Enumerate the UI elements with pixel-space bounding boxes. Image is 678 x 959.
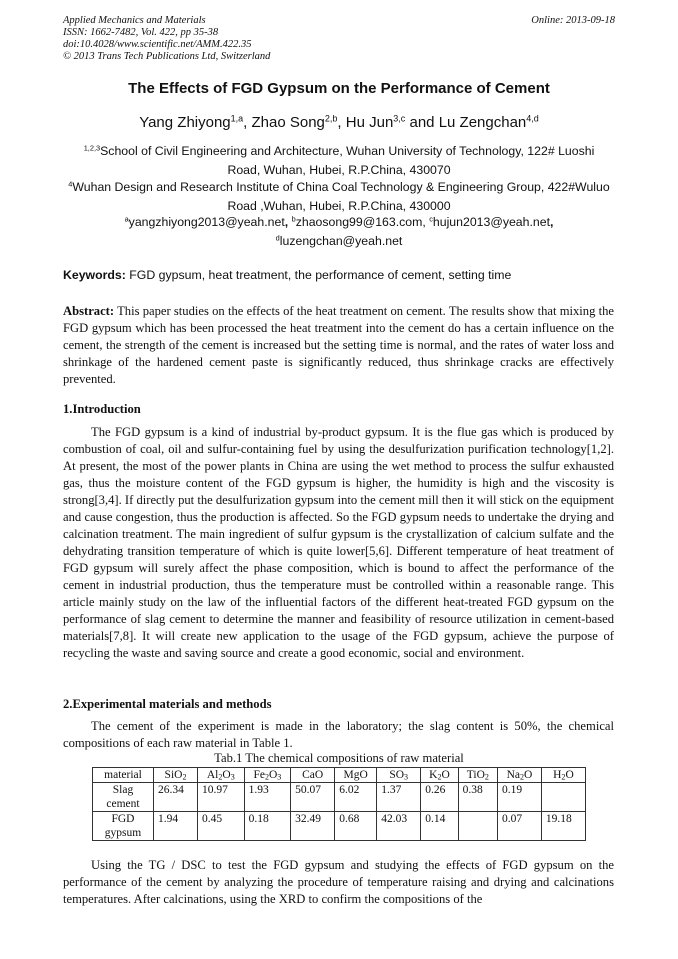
table-header: MgO [335,768,377,783]
table-cell: 6.02 [335,783,377,812]
issn-line: ISSN: 1662-7482, Vol. 422, pp 35-38 [63,27,219,38]
affiliation-2: $^4$Wuhan Design and Research Institute of China Coal Technology & Engineering Group, 422#Wuluo Road ,Wuhan, Hubei, R.P.China, 430000 [68,179,610,213]
table-header: $H_2O$ [541,768,585,783]
author-name: Zhao Song [251,114,325,131]
author-sup: 1,a [230,113,244,124]
table-cell [541,783,585,812]
table-cell: 0.07 [498,812,542,841]
journal-name: Applied Mechanics and Materials [63,15,206,26]
table-cell: 0.68 [335,812,377,841]
table-header: $K_2O$ [421,768,458,783]
table-cell: 1.94 [154,812,198,841]
table-cell: 0.26 [421,783,458,812]
table-header: SiO$_2$ [154,768,198,783]
email-link[interactable]: luzengchan@yeah.net [279,234,403,248]
abstract-text: This paper studies on the effects of the heat treatment on cement. The results show that mixing the FGD gypsum which has been processed the heat treatment into the cement do has a certain influence on the cement, the strength of the cement is increased but the setting time is normal, and the rates of water loss and shrinkage of the hardened cement paste is significantly reduced, thus shrinkage cracks are effectively prevented. [63,304,614,386]
table-header-row [93,768,586,783]
email-link[interactable]: yangzhiyong2013@yeah.net [128,215,285,229]
row-label: FGD gypsum [93,812,154,841]
table-cell: 19.18 [541,812,585,841]
composition-table [92,767,586,841]
abstract [63,303,614,388]
email-link[interactable]: hujun2013@yeah.net [432,215,550,229]
table-cell: 0.14 [421,812,458,841]
table-cell: 50.07 [291,783,335,812]
table-cell: 0.38 [458,783,497,812]
author-sup: 3,c [393,113,406,124]
table-row [93,783,586,812]
author-name: Hu Jun [345,114,394,131]
table-header: material [93,768,154,783]
online-date: Online: 2013-09-18 [531,15,615,26]
table-cell [458,812,497,841]
affiliation-sup: 1,2,3 [83,143,101,153]
abstract-label: Abstract: [63,304,115,318]
methods-paragraph-2: Using the TG / DSC to test the FGD gypsum and studying the effects of FGD gypsum on the performance of the cement by analyzing the procedure of temperature raising and drying and calcinations temperatures. After calcinations, using the XRD to confirm the compositions of the [63,858,614,906]
table-cell: 10.97 [198,783,245,812]
keywords-label: Keywords: [63,268,126,282]
table-header: TiO$_2$ [458,768,497,783]
table-cell: 1.37 [377,783,421,812]
table-caption: Tab.1 The chemical compositions of raw material [214,751,464,765]
table-cell: 32.49 [291,812,335,841]
author-sup: 2,b [324,113,338,124]
affiliation-sup: 4 [68,179,73,189]
table-header: $SO_3$ [377,768,421,783]
email-list: $^a$yangzhiyong2013@yeah.net, $^b$zhaosong99@163.com, $^c$hujun2013@yeah.net, $^d$luzengchan@yeah.net [124,214,554,248]
paper-title: The Effects of FGD Gypsum on the Performance of Cement [128,80,550,97]
table-header: CaO [291,768,335,783]
table-cell: 0.19 [498,783,542,812]
table-cell: 0.45 [198,812,245,841]
author-name: Yang Zhiyong [139,114,231,131]
table-cell: 0.18 [244,812,291,841]
section-heading-introduction: 1.Introduction [63,402,141,416]
table-cell: 42.03 [377,812,421,841]
introduction-paragraph: The FGD gypsum is a kind of industrial by-product gypsum. It is the flue gas which is produced by combustion of coal, oil and sulfur-containing fuel by using the desulfurization purification technology[1,2]. At present, the most of the power plants in China are using the wet method to process the sulfur exhausted gas, thus the moisture content of the FGD gypsum is higher, the humidity is high and the viscosity is strong[3,4]. If directly put the desulfurization gypsum into the cement mill then it will stick on the equipment and cause congestion, thus the production is affected. So the FGD gypsum needs to undertake the drying and calcination treatment. The main ingredient of sulfur gypsum is the crystallization of calcium sulfate and the dehydrating transition temperature of which is quite lower[5,6]. Different temperature of heat treatment of FGD gypsum will surely affect the phase composition, which is bound to affect the performance of the cement in industrial production, thus the temperature must be controlled within a reasonable range. This article mainly study on the law of the influential factors of the different heat-treated FGD gypsum on the performance of slag cement to determine the manner and feasibility of resource utilization in cement-based materials[7,8]. It will create new application to the usage of the FGD gypsum, achieve the purpose of recycling the waste and saving source and create a good economic, social and environment. [63,425,614,660]
table-cell: 26.34 [154,783,198,812]
keywords [63,268,615,282]
methods-paragraph: The cement of the experiment is made in the laboratory; the slag content is 50%, the chemical compositions of each raw material in Table 1. [63,719,614,750]
author-list: Yang Zhiyong$^{1,a}$, Zhao Song$^{2,b}$, Hu Jun$^{3,c}$ and Lu Zengchan$^{4,d}$ [139,113,539,131]
email-link[interactable]: zhaosong99@163.com [295,215,423,229]
table-row [93,812,586,841]
table-header: $Fe_2O_3$ [244,768,291,783]
author-name: Lu Zengchan [438,114,527,131]
journal-header [63,15,615,63]
author-sup: 4,d [526,113,539,124]
table-header: $Al_2O_3$ [198,768,245,783]
table-cell: 1.93 [244,783,291,812]
row-label: Slag cement [93,783,154,812]
section-heading-methods: 2.Experimental materials and methods [63,697,272,711]
doi-line: doi:10.4028/www.scientific.net/AMM.422.35 [63,39,252,50]
affiliation-1: $^{1,2,3}$School of Civil Engineering and Architecture, Wuhan University of Technology, 122# Luoshi Road, Wuhan, Hubei, R.P.China, 430070 [83,143,595,177]
keywords-text: FGD gypsum, heat treatment, the performance of cement, setting time [129,268,512,282]
table-header: $Na_2O$ [498,768,542,783]
copyright-line: © 2013 Trans Tech Publications Ltd, Switzerland [63,51,271,62]
